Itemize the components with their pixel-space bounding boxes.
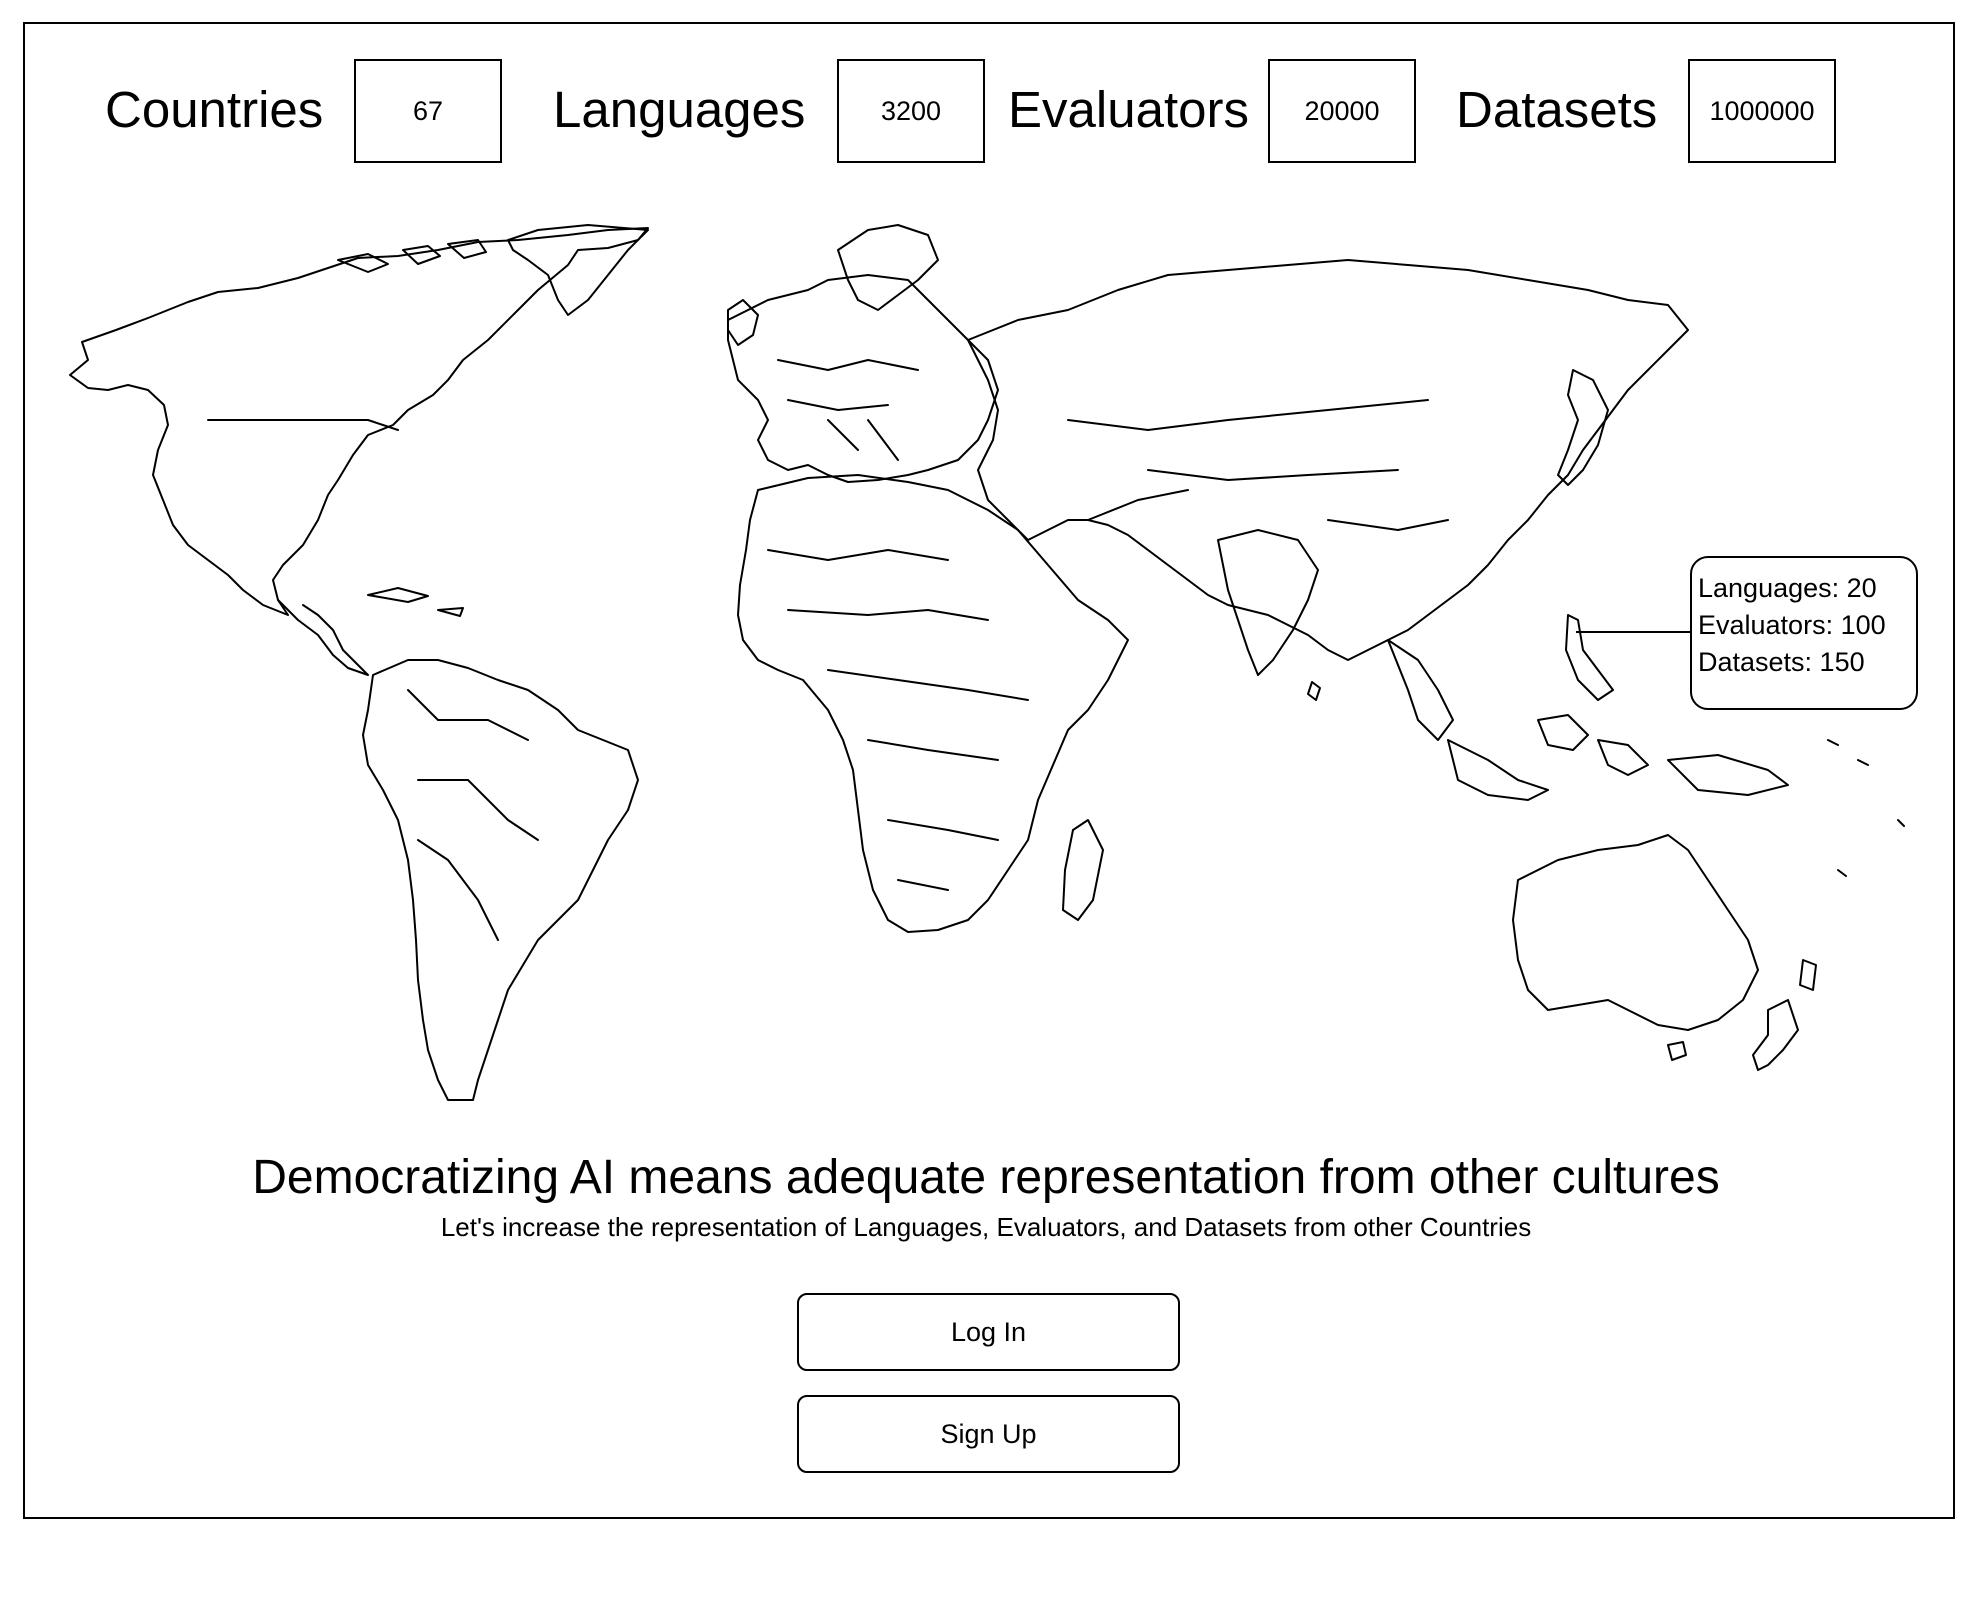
country-stats-callout [1690,556,1918,710]
africa-borders [768,550,1028,890]
datasets-count-box: 1000000 [1688,59,1836,163]
asia-borders [1068,400,1448,530]
evaluators-label: Evaluators [1008,81,1249,138]
north-america-outline [70,228,648,615]
callout-evaluators: Evaluators: 100 [1698,610,1886,640]
asia-outline [968,260,1688,660]
philippines-outline [1566,615,1613,700]
languages-label: Languages [553,81,806,138]
usa-border [208,420,398,430]
australia-outline [1513,835,1758,1030]
pacific-islands [1828,740,1904,876]
headline: Democratizing AI means adequate representation from other cultures [252,1151,1720,1204]
caribbean-islands [368,588,463,616]
callout-languages: Languages: 20 [1698,573,1877,603]
scandinavia-outline [838,225,938,310]
europe-outline [728,275,998,482]
south-america-borders [408,690,538,940]
new-zealand-outline [1753,960,1816,1070]
signup-button[interactable]: Sign Up [797,1395,1180,1473]
central-america-outline [278,600,368,675]
datasets-label: Datasets [1456,81,1658,138]
sri-lanka-outline [1308,682,1320,700]
callout-leader-line [1576,631,1690,633]
evaluators-count-box: 20000 [1268,59,1416,163]
india-outline [1218,530,1318,675]
languages-count-box: 3200 [837,59,985,163]
world-map[interactable] [68,220,1908,1120]
countries-count-box: 67 [354,59,502,163]
callout-datasets: Datasets: 150 [1698,647,1865,677]
login-button[interactable]: Log In [797,1293,1180,1371]
madagascar-outline [1063,820,1103,920]
africa-outline [738,475,1128,932]
europe-borders [778,360,918,460]
countries-label: Countries [105,81,324,138]
indonesia-outline [1448,715,1788,800]
tasmania-outline [1668,1042,1686,1060]
subheadline: Let's increase the representation of Languages, Evaluators, and Datasets from other Countries [440,1212,1532,1242]
southeast-asia-outline [1388,640,1453,740]
